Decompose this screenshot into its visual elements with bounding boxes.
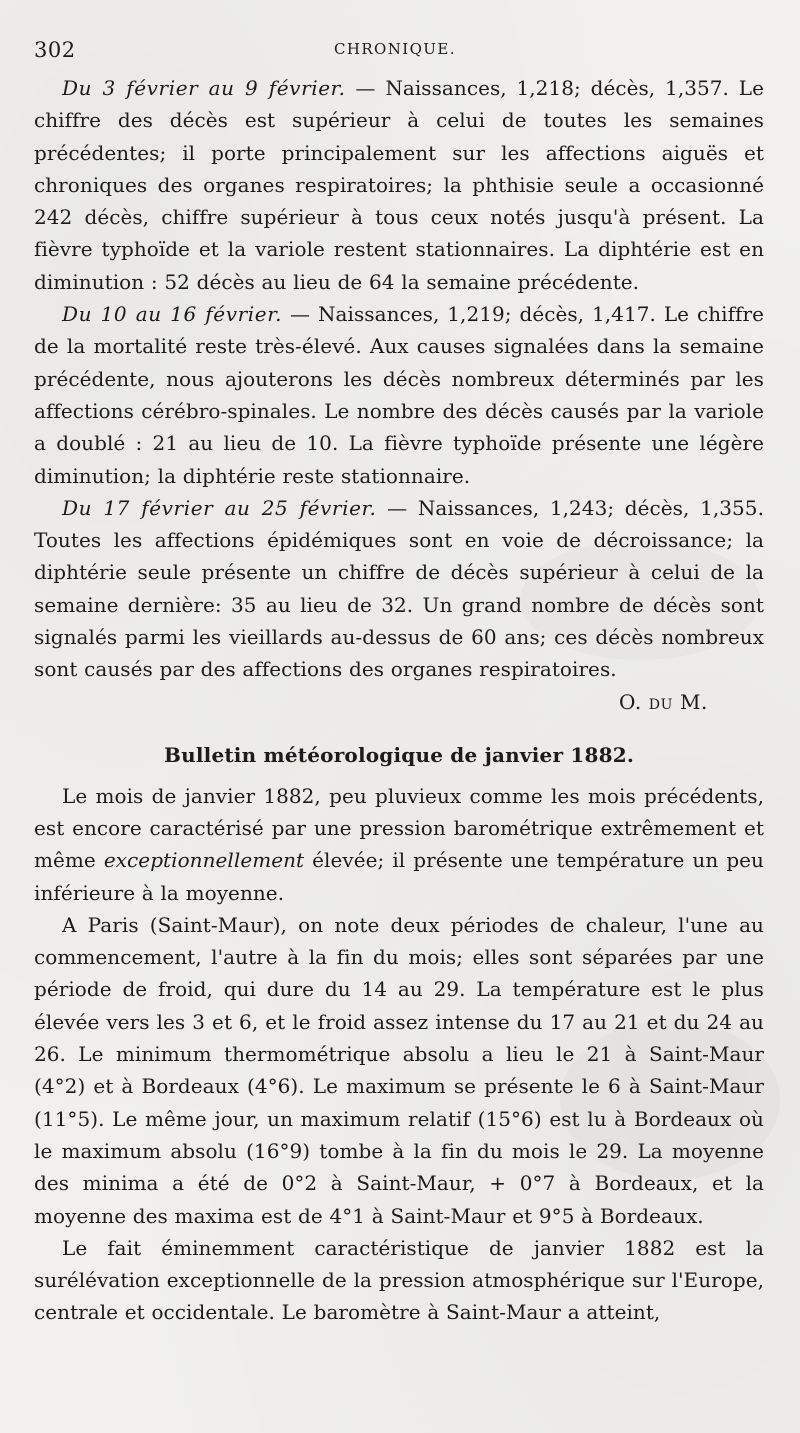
page-header bbox=[34, 34, 766, 68]
running-head: CHRONIQUE. bbox=[334, 40, 456, 58]
signature-particle: du bbox=[648, 689, 673, 714]
paragraph-bulletin-pressure: Le fait éminemment caractéristique de janvier 1882 est la surélévation exceptionnelle de la pression atmosphérique sur l'Europe, centrale et occidentale. Le baromètre à Saint-Maur a atteint, bbox=[34, 1235, 764, 1325]
section-title: Bulletin météorologique de janvier 1882. bbox=[164, 742, 634, 767]
paragraph-text: — Naissances, 1,219; décès, 1,417. Le chiffre de la mortalité reste très-élevé. Aux causes signalées dans la semaine précédente, nous ajouterons les décès nombreux déterminés par les affections cérébro-spinales. Le nombre des décès causés par la variole a doublé : 21 au lieu de 10. La fièvre typhoïde présente une légère diminution; la diphtérie reste stationnaire. bbox=[34, 302, 764, 488]
paragraph-text: — Naissances, 1,243; décès, 1,355. Toutes les affections épidémiques sont en voie de décroissance; la diphtérie seule présente un chiffre de décès supérieur à celui de la semaine dernière: 35 au lieu de 32. Un grand nombre de décès sont signalés parmi les vieillards au-dessus de 60 ans; ces décès nombreux sont causés par des affections des organes respiratoires. bbox=[34, 495, 764, 682]
date-range: Du 17 février au 25 février. bbox=[62, 495, 377, 520]
date-range: Du 3 février au 9 février. bbox=[62, 76, 346, 100]
paragraph-week-3-9-february bbox=[34, 72, 764, 298]
page-number: 302 bbox=[34, 38, 76, 62]
paragraph-week-17-25-february bbox=[34, 492, 764, 686]
signature-rest: M. bbox=[673, 689, 708, 714]
emphasis: exceptionnellement bbox=[103, 848, 305, 873]
paragraph-bulletin-intro bbox=[34, 780, 764, 909]
paragraph-text: — Naissances, 1,218; décès, 1,357. Le chiffre des décès est supérieur à celui de toutes les semaines précédentes; il porte principalement sur les affections aiguës et chroniques des organes respiratoires; la phthisie seule a occasionné 242 décès, chiffre supérieur à tous ceux notés jusqu'à présent. La fièvre typhoïde et la variole restent stationnaires. La diphtérie est en diminution : 52 décès au lieu de 64 la semaine précédente. bbox=[34, 76, 765, 294]
page-body bbox=[34, 72, 764, 1329]
paragraph-text: élevée; il présente une température un peu inférieure à la moyenne. bbox=[34, 848, 764, 905]
paragraph-week-10-16-february bbox=[34, 298, 764, 492]
signature-initial: O. bbox=[619, 689, 649, 714]
author-signature bbox=[34, 686, 764, 718]
paragraph-text: Le mois de janvier 1882, peu pluvieux comme les mois précédents, est encore caractérisé par une pression barométrique extrêmement et même bbox=[34, 783, 764, 873]
date-range: Du 10 au 16 février. bbox=[62, 302, 283, 327]
paragraph-bulletin-paris: A Paris (Saint-Maur), on note deux périodes de chaleur, l'une au commencement, l'autre à la fin du mois; elles sont séparées par une période de froid, qui dure du 14 au 29. La température est le plus élevée vers les 3 et 6, et le froid assez intense du 17 au 21 et du 24 au 26. Le minimum thermométrique absolu a lieu le 21 à Saint-Maur (4°2) et à Bordeaux (4°6). Le maximum se présente le 6 à Saint-Maur (11°5). Le même jour, un maximum relatif (15°6) est lu à Bordeaux où le maximum absolu (16°9) tombe à la fin du mois le 29. La moyenne des minima a été de 0°2 à Saint-Maur, + 0°7 à Bordeaux, et la moyenne des maxima est de 4°1 à Saint-Maur et 9°5 à Bordeaux. bbox=[34, 912, 764, 1228]
